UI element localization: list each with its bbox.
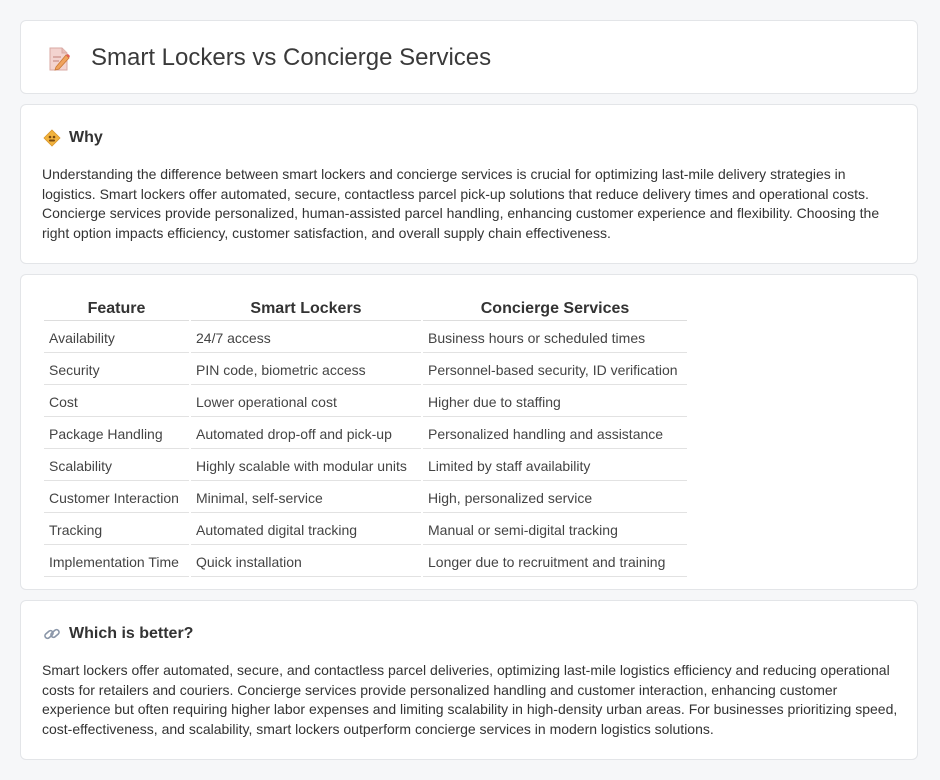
- table-cell: Highly scalable with modular units: [191, 451, 421, 481]
- table-cell: Limited by staff availability: [423, 451, 687, 481]
- table-cell: Longer due to recruitment and training: [423, 547, 687, 577]
- page-title: Smart Lockers vs Concierge Services: [91, 44, 492, 71]
- better-body: Smart lockers offer automated, secure, and contactless parcel deliveries, optimizing last-mile logistics efficiency and reducing operational costs for retailers and couriers. Concierge services provide personalized handling and customer interaction, enhancing customer experience but often requiring higher labor expenses and limiting scalability in high-density urban areas. For businesses prioritizing speed, cost-effectiveness, and scalability, smart lockers outperform concierge services in modern logistics solutions.: [42, 662, 898, 737]
- table-cell: Quick installation: [191, 547, 421, 577]
- table-cell: Lower operational cost: [191, 387, 421, 417]
- table-cell: Minimal, self-service: [191, 483, 421, 513]
- table-cell: Business hours or scheduled times: [423, 323, 687, 353]
- column-header: Concierge Services: [423, 297, 687, 321]
- memo-icon: [47, 46, 71, 72]
- table-cell: Security: [44, 355, 189, 385]
- why-heading: Why: [69, 129, 103, 146]
- table-cell: Personnel-based security, ID verification: [423, 355, 687, 385]
- why-body: Understanding the difference between smart lockers and concierge services is crucial for optimizing last-mile delivery strategies in logistics. Smart lockers offer automated, secure, contactless parcel pick-up solutions that reduce delivery times and operational costs. Concierge services provide personalized, human-assisted parcel handling, enhancing customer experience and flexibility. Choosing the right option impacts efficiency, customer satisfaction, and overall supply chain effectiveness.: [42, 166, 880, 241]
- table-cell: PIN code, biometric access: [191, 355, 421, 385]
- why-section: [20, 104, 918, 264]
- table-cell: Availability: [44, 323, 189, 353]
- table-cell: High, personalized service: [423, 483, 687, 513]
- table-cell: Higher due to staffing: [423, 387, 687, 417]
- diamond-warning-icon: [43, 129, 61, 147]
- why-header: [43, 127, 103, 149]
- table-cell: Automated digital tracking: [191, 515, 421, 545]
- table-cell: Scalability: [44, 451, 189, 481]
- table-header-row: [44, 297, 687, 321]
- column-header: Feature: [44, 297, 189, 321]
- table-row: [44, 547, 687, 577]
- table-row: [44, 355, 687, 385]
- table-row: [44, 515, 687, 545]
- table-row: [44, 323, 687, 353]
- comparison-table: [42, 295, 689, 579]
- table-cell: Customer Interaction: [44, 483, 189, 513]
- better-header: [43, 623, 193, 645]
- table-row: [44, 387, 687, 417]
- table-row: [44, 483, 687, 513]
- title-card: [20, 20, 918, 94]
- column-header: Smart Lockers: [191, 297, 421, 321]
- table-cell: Cost: [44, 387, 189, 417]
- table-cell: Manual or semi-digital tracking: [423, 515, 687, 545]
- table-cell: Automated drop-off and pick-up: [191, 419, 421, 449]
- comparison-section: [20, 274, 918, 590]
- table-row: [44, 451, 687, 481]
- table-cell: Tracking: [44, 515, 189, 545]
- table-cell: Implementation Time: [44, 547, 189, 577]
- table-row: [44, 419, 687, 449]
- better-section: [20, 600, 918, 760]
- table-cell: Package Handling: [44, 419, 189, 449]
- table-cell: 24/7 access: [191, 323, 421, 353]
- table-cell: Personalized handling and assistance: [423, 419, 687, 449]
- better-heading: Which is better?: [69, 625, 194, 642]
- link-icon: [43, 625, 61, 643]
